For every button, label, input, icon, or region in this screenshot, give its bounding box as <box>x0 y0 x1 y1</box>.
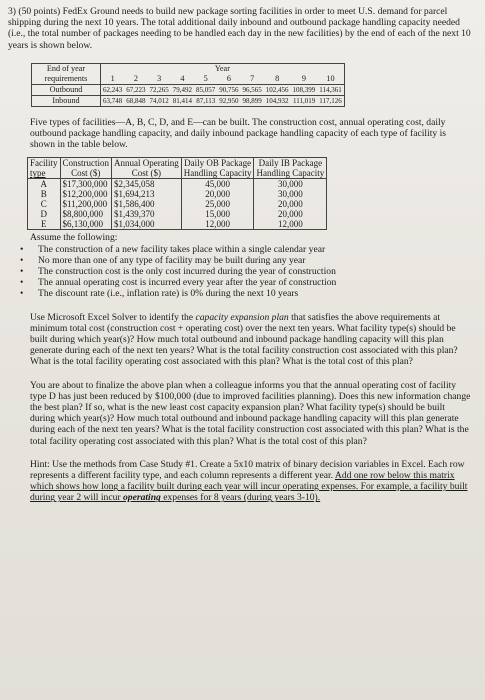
inbound-value: 111,019 <box>293 96 316 105</box>
table-row <box>28 179 327 190</box>
req-header-label: End of year <box>32 63 101 74</box>
facility-cell: 30,000 <box>277 189 303 200</box>
question-1: Use Microsoft Excel Solver to identify the capacity expansion plan that satisfies the above requirements at minimum total cost (construction cost + operating cost) over the next ten years. What facility type(s) should be built during which year(s)? How much total outbound and inbound package handling capacity will this plan generate during each of the next ten years? What is the total facility construction cost associated with this plan? What is the total facility operating cost associated with this plan? What is the total cost of this plan? <box>30 311 458 368</box>
hint-paragraph: Hint: Use the methods from Case Study #1. Create a 5x10 matrix of binary decision variables in Excel. Each row represents a different facility type, and each column represents a different year. Add one row below this matrix which shows how long a facility built during each year will incur operating expenses. For example, a facility built during year 2 will incur operating expenses for 8 years (during years 3-10). <box>30 458 468 504</box>
facility-cell: 45,000 <box>181 179 254 190</box>
outbound-value: 108,399 <box>292 85 316 94</box>
facility-cell: D <box>28 209 61 219</box>
year-cell: 4 <box>171 74 194 85</box>
facility-cell: $8,800,000 <box>60 209 112 219</box>
facility-cell: $1,034,000 <box>112 219 182 230</box>
outbound-value: 72,265 <box>149 85 169 94</box>
list-item: • No more than one of any type of facility may be built during any year <box>38 255 471 266</box>
construction-cost-header: Construction Cost ($) <box>60 158 112 179</box>
facility-cell: E <box>28 219 61 230</box>
facility-cell: $1,694,213 <box>112 189 182 199</box>
operating-cost-header: Annual Operating Cost ($) <box>112 158 182 179</box>
ib-capacity-header: Daily IB Package Handling Capacity <box>254 158 327 179</box>
inbound-value: 81,414 <box>172 96 192 105</box>
facility-cell: 20,000 <box>277 199 303 210</box>
facility-cell: $1,586,400 <box>112 199 182 209</box>
inbound-value: 68,848 <box>126 96 146 105</box>
list-item: • The construction cost is the only cost incurred during the year of construction <box>38 266 471 277</box>
year-cell: 2 <box>124 74 147 85</box>
year-cell: 9 <box>291 74 318 85</box>
problem-number: 3) <box>8 6 16 17</box>
facility-type-header: Facility type <box>28 158 61 179</box>
inbound-label: Inbound <box>32 95 101 106</box>
facility-cell: 12,000 <box>277 219 303 230</box>
outbound-value: 114,361 <box>317 84 344 95</box>
outbound-value: 62,243 <box>101 84 125 95</box>
assumptions-list <box>8 244 471 300</box>
requirements-table <box>31 63 345 107</box>
facility-cell: $2,345,058 <box>112 179 182 190</box>
inbound-value: 74,012 <box>149 96 169 105</box>
year-cell: 6 <box>217 74 240 85</box>
list-item: • The discount rate (i.e., inflation rate) is 0% during the next 10 years <box>38 288 471 299</box>
table-row <box>28 209 327 219</box>
list-item: • The construction of a new facility takes place within a single calendar year <box>38 244 471 255</box>
question-2: You are about to finalize the above plan when a colleague informs you that the annual operating cost of facility type D has just been reduced by $100,000 (due to improved facilities planning). Does this new information change the best plan? If so, what is the new least cost capacity expansion plan? What facility type(s) should be built during which year(s)? How much total outbound and inbound package handling capacity will this plan generate during each of the next ten years? What is the total facility construction cost associated with this plan? What is the total facility operating cost associated with this plan? What is the total cost of this plan? <box>30 379 471 447</box>
year-cell: 1 <box>101 74 125 85</box>
table-row <box>28 189 327 199</box>
year-cell: 10 <box>317 74 344 85</box>
facility-cell: $12,200,000 <box>60 189 112 199</box>
facility-cell: $6,130,000 <box>60 219 112 230</box>
facility-cell: 20,000 <box>277 209 303 220</box>
facility-cell: 25,000 <box>181 199 254 209</box>
inbound-value: 92,950 <box>219 96 239 105</box>
table-row <box>28 219 327 230</box>
facility-cell: $11,200,000 <box>60 199 112 209</box>
facility-cell: $1,439,370 <box>112 209 182 219</box>
req-header-label-2: requirements <box>32 74 101 85</box>
year-cell: 7 <box>241 74 264 85</box>
inbound-value: 87,113 <box>196 96 216 105</box>
list-item: • The annual operating cost is incurred every year after the year of construction <box>38 277 471 288</box>
inbound-value: 117,126 <box>319 96 342 105</box>
facility-table <box>27 157 327 230</box>
outbound-value: 67,223 <box>126 85 146 94</box>
facility-cell: 15,000 <box>181 209 254 219</box>
facility-cell: 12,000 <box>181 219 254 230</box>
outbound-value: 85,057 <box>196 85 216 94</box>
year-cell: 5 <box>194 74 217 85</box>
inbound-value: 104,932 <box>265 96 289 105</box>
ob-capacity-header: Daily OB Package Handling Capacity <box>181 158 254 179</box>
table-row <box>28 199 327 209</box>
facilities-paragraph: Five types of facilities—A, B, C, D, and E—can be built. The construction cost, annual operating cost, daily outbound package handling capacity, and daily inbound package handling capacity of each type of facility is shown in the table below. <box>30 116 447 151</box>
year-cell: 8 <box>264 74 291 85</box>
inbound-value: 98,899 <box>242 96 262 105</box>
outbound-label: Outbound <box>32 84 101 95</box>
inbound-value: 63,748 <box>103 96 123 105</box>
req-year-header: Year <box>214 63 230 73</box>
facility-cell: 20,000 <box>181 189 254 199</box>
problem-intro <box>8 6 471 51</box>
facility-cell: 30,000 <box>277 179 303 190</box>
facility-cell: $17,300,000 <box>60 179 112 190</box>
problem-intro-text: (50 points) FedEx Ground needs to build new package sorting facilities in order to meet U.S. demand for parcel shipping during the next 10 years. The total additional daily inbound and outbound package handling capacity needed (i.e., the total number of packages needing to be handled each day in the new facilities) by the end of each of the next 10 years is shown below. <box>8 6 471 51</box>
assumptions-heading: Assume the following: <box>30 232 118 244</box>
outbound-value: 79,492 <box>172 85 192 94</box>
outbound-value: 102,456 <box>265 85 289 94</box>
outbound-value: 90,756 <box>219 85 239 94</box>
year-cell: 3 <box>148 74 171 85</box>
facility-cell: A <box>28 179 61 190</box>
outbound-value: 96,565 <box>242 85 262 94</box>
facility-cell: C <box>28 199 61 209</box>
facility-cell: B <box>28 189 61 199</box>
